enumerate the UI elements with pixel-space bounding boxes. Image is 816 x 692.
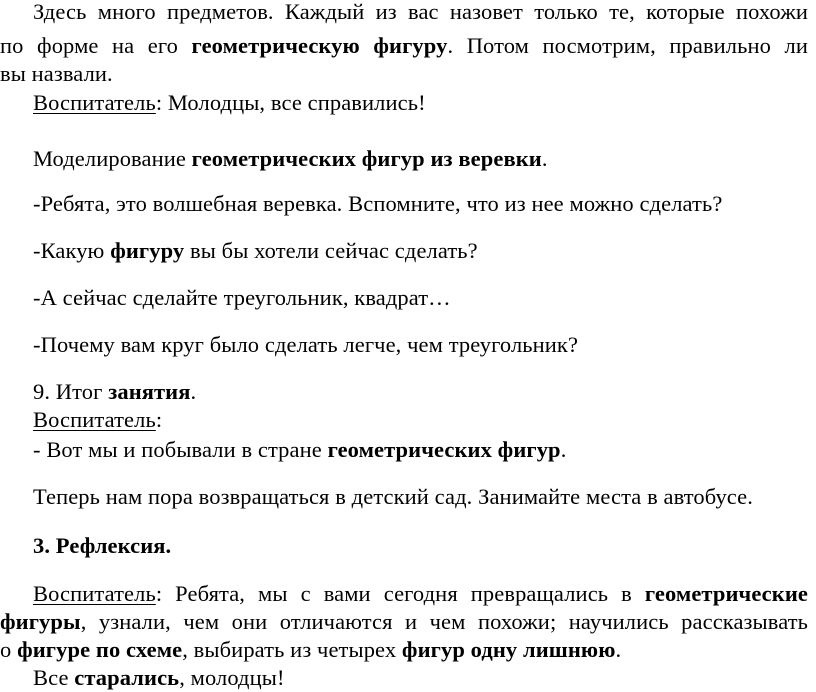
paragraph-line <box>0 60 816 88</box>
text: . Потом посмотрим, правильно ли <box>447 33 809 58</box>
text: вы бы хотели сейчас сделать? <box>184 238 478 263</box>
text: - Вот мы и побывали в стране <box>33 437 328 462</box>
bold-text: фигур одну лишнюю <box>401 637 616 662</box>
speaker-label: Воспитатель <box>33 407 156 432</box>
bold-text: занятия <box>108 379 191 404</box>
bold-text: фигуре по схеме <box>17 637 183 662</box>
paragraph-line <box>33 89 816 117</box>
paragraph-line <box>33 0 808 26</box>
paragraph-line <box>33 436 816 464</box>
text: , выбирать из четырех <box>182 637 402 662</box>
text: по форме на его <box>0 33 192 58</box>
bold-text: фигуру <box>110 238 185 263</box>
text: -Какую <box>33 238 111 263</box>
text: : <box>155 407 163 432</box>
text: . <box>560 437 567 462</box>
text: : Ребята, мы с вами сегодня превращались в <box>155 581 645 606</box>
paragraph-line <box>33 190 816 218</box>
text: -Ребята, это волшебная веревка. Вспомните, что из нее можно сделать? <box>33 191 723 216</box>
text: : Молодцы, все справились! <box>155 90 426 115</box>
speaker-label: Воспитатель <box>33 581 156 606</box>
paragraph-line <box>0 608 808 636</box>
text: 9. Итог <box>33 379 109 404</box>
paragraph-line <box>33 284 816 312</box>
section-heading <box>33 532 816 560</box>
text: . <box>190 379 197 404</box>
text: о <box>0 637 18 662</box>
text: Теперь нам пора возвращаться в детский сад. Занимайте места в автобусе. <box>33 484 753 509</box>
paragraph-line <box>33 378 816 406</box>
text: вы назвали. <box>0 61 113 86</box>
paragraph-line <box>0 636 816 664</box>
text: Здесь много предметов. Каждый из вас назовет только те, которые похожи <box>33 0 808 24</box>
text: , молодцы! <box>179 665 285 690</box>
bold-text: геометрических фигур из веревки <box>191 146 542 171</box>
paragraph-line <box>33 580 808 608</box>
bold-text: старались <box>74 665 180 690</box>
text: , узнали, чем они отличаются и чем похожи; научились рассказывать <box>80 609 808 634</box>
paragraph-line <box>0 32 808 60</box>
text: -А сейчас сделайте треугольник, квадрат… <box>33 285 451 310</box>
paragraph-line <box>33 406 816 434</box>
bold-text: 3. Рефлексия. <box>33 533 172 558</box>
bold-text: геометрических фигур <box>327 437 561 462</box>
text: -Почему вам круг было сделать легче, чем треугольник? <box>33 332 579 357</box>
bold-text: геометрические <box>644 581 808 606</box>
paragraph-line <box>33 483 816 511</box>
paragraph-line <box>33 664 816 692</box>
text: . <box>541 146 548 171</box>
text: Моделирование <box>33 146 192 171</box>
paragraph-line <box>33 331 816 359</box>
text: Все <box>33 665 75 690</box>
paragraph-line <box>33 237 816 265</box>
bold-text: геометрическую фигуру <box>191 33 448 58</box>
text: . <box>615 637 622 662</box>
paragraph-line <box>33 145 816 173</box>
bold-text: фигуры <box>0 609 81 634</box>
speaker-label: Воспитатель <box>33 90 156 115</box>
